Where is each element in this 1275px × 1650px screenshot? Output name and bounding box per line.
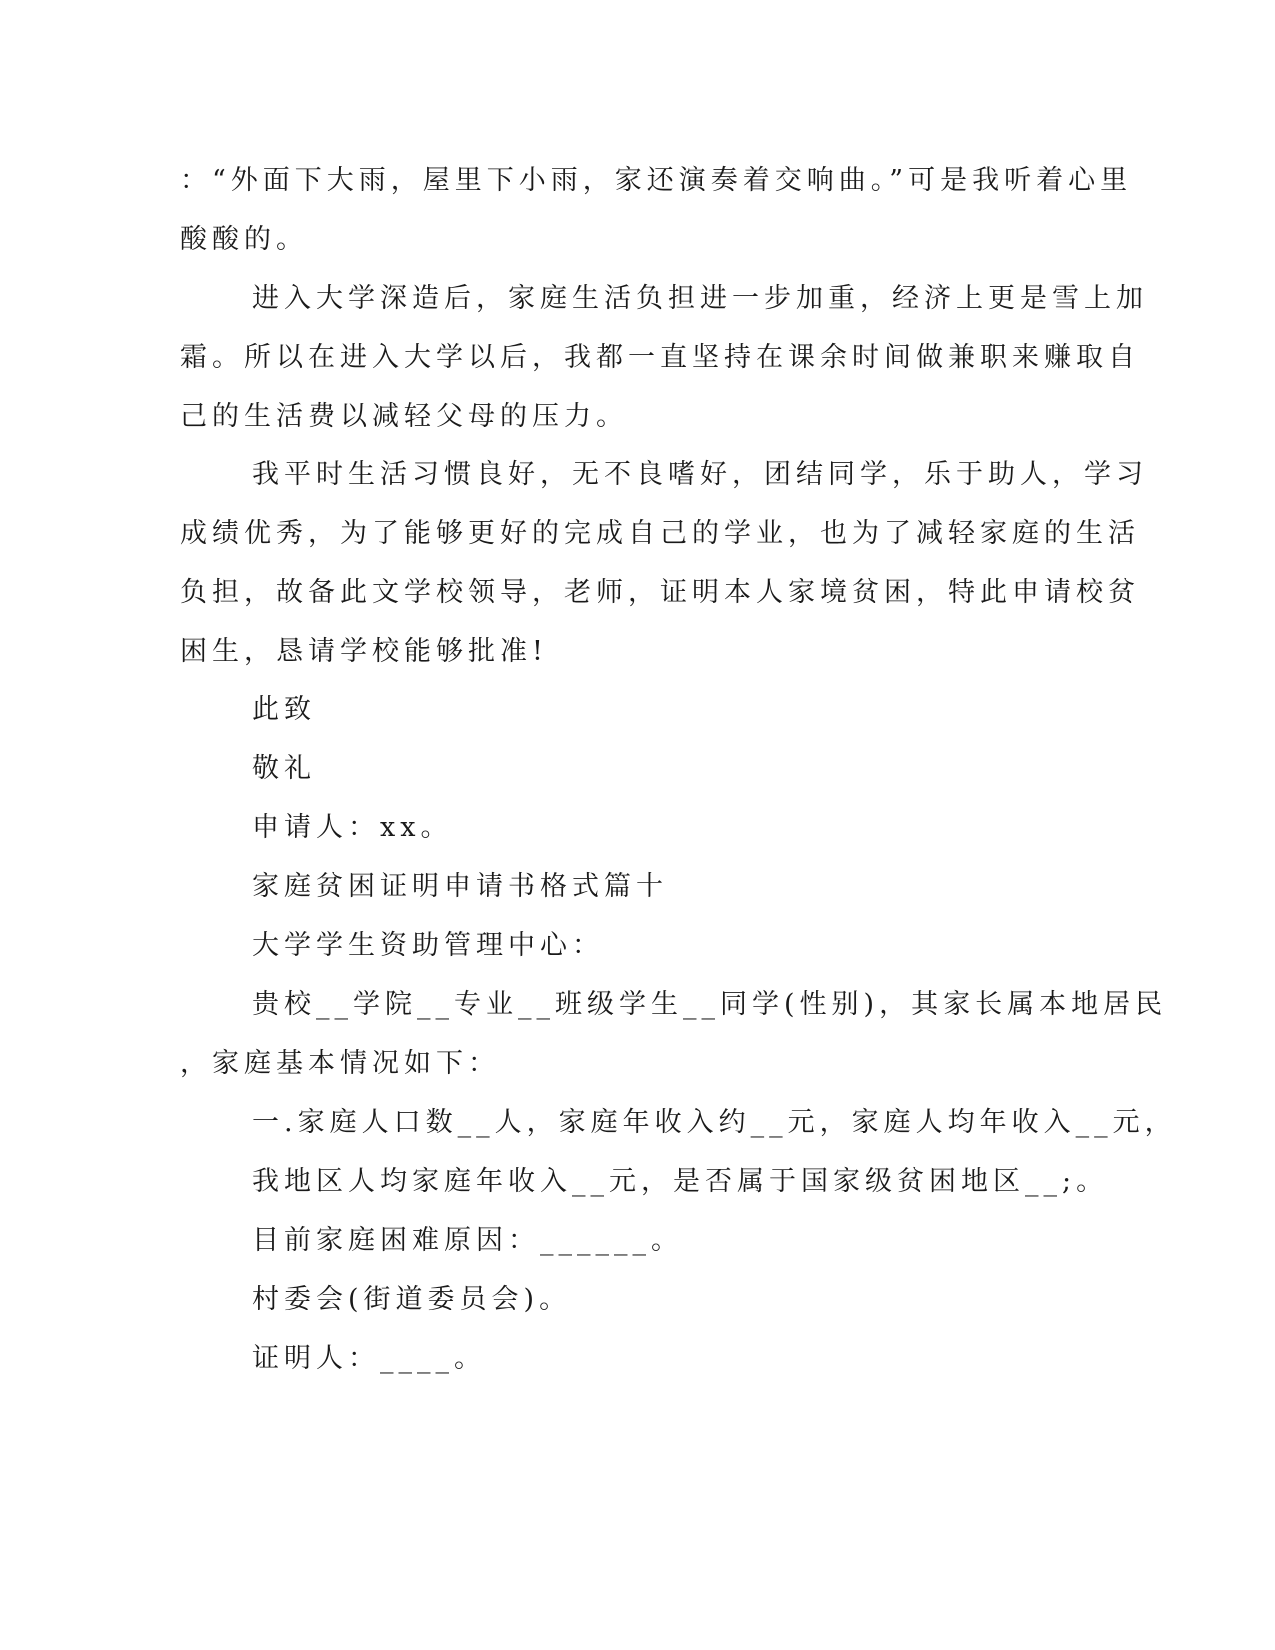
text-line: 负担，故备此文学校领导，老师，证明本人家境贫困，特此申请校贫 [180, 577, 1140, 608]
text-line: 成绩优秀，为了能够更好的完成自己的学业，也为了减轻家庭的生活 [180, 518, 1140, 549]
text-line: 证明人：____。 [252, 1343, 486, 1374]
salutation-line: 敬礼 [252, 753, 316, 784]
text-line: 目前家庭困难原因：______。 [252, 1225, 683, 1256]
text-line: 村委会(街道委员会)。 [252, 1284, 572, 1315]
text-line: 一.家庭人口数__人，家庭年收入约__元，家庭人均年收入__元， [252, 1107, 1177, 1138]
section-heading: 家庭贫困证明申请书格式篇十 [252, 871, 668, 902]
text-line: 困生，恳请学校能够批准! [180, 636, 548, 667]
text-line: 己的生活费以减轻父母的压力。 [180, 401, 628, 432]
text-line: 贵校__学院__专业__班级学生__同学(性别)，其家长属本地居民 [252, 989, 1168, 1020]
text-line: ，家庭基本情况如下： [180, 1048, 500, 1079]
salutation-line: 此致 [252, 694, 316, 725]
text-line: 酸酸的。 [180, 224, 308, 255]
signature-line: 申请人：xx。 [252, 812, 453, 843]
text-line: 进入大学深造后，家庭生活负担进一步加重，经济上更是雪上加 [252, 283, 1148, 314]
addressee-line: 大学学生资助管理中心： [252, 930, 604, 961]
text-line: 霜。所以在进入大学以后，我都一直坚持在课余时间做兼职来赚取自 [180, 342, 1140, 373]
text-line: ：“外面下大雨，屋里下小雨，家还演奏着交响曲。”可是我听着心里 [180, 165, 1133, 196]
text-line: 我地区人均家庭年收入__元，是否属于国家级贫困地区__;。 [252, 1166, 1109, 1197]
text-line: 我平时生活习惯良好，无不良嗜好，团结同学，乐于助人，学习 [252, 459, 1148, 490]
